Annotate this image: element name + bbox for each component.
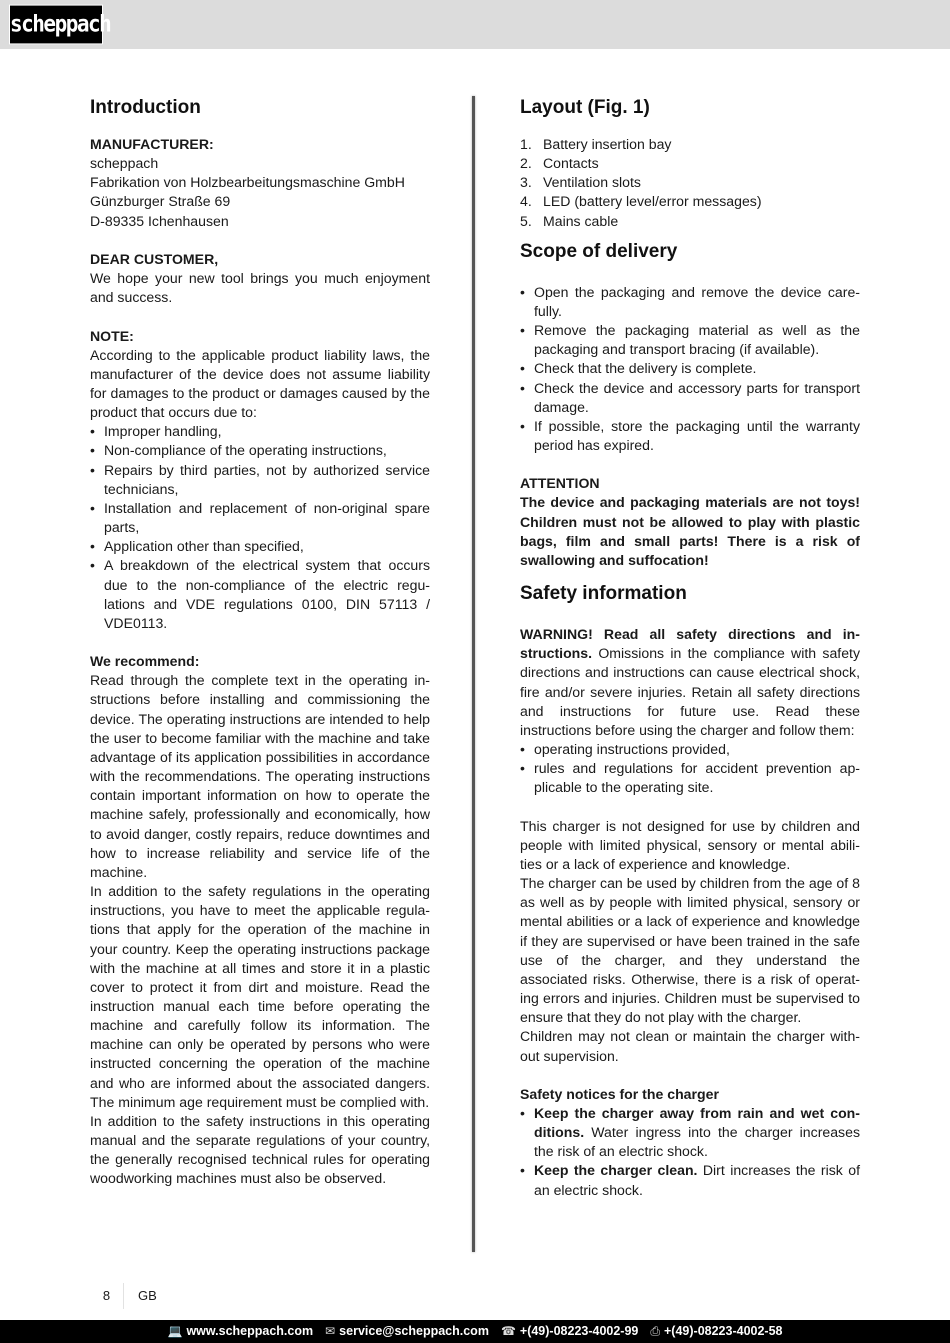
- introduction-heading: Introduction: [90, 97, 201, 118]
- list-item: • Repairs by third parties, not by authorized service technicians,: [90, 461, 430, 499]
- layout-list: [520, 135, 860, 231]
- list-item: 3. Ventilation slots: [520, 174, 641, 191]
- contact-bar: [0, 1320, 950, 1343]
- list-item: 4. LED (battery level/error messages): [520, 193, 762, 210]
- language-code: GB: [138, 1288, 157, 1303]
- list-item: • If possible, store the packaging until the warranty period has expired.: [520, 417, 860, 455]
- page-footer: [90, 1283, 157, 1309]
- phone-icon: ☎: [500, 1324, 516, 1338]
- list-item: • Check the device and accessory parts for transport damage.: [520, 379, 860, 417]
- list-item: • Remove the packaging material as well as the packaging and transport bracing (if available).: [520, 321, 860, 359]
- website-link[interactable]: 💻 www.scheppach.com: [168, 1320, 314, 1343]
- email-icon: ✉: [325, 1324, 336, 1338]
- scope-heading: Scope of delivery: [520, 240, 678, 262]
- phone-number: ☎ +(49)-08223-4002-99: [501, 1320, 638, 1343]
- recommend-label: We recommend:: [90, 653, 200, 670]
- column-divider: [472, 96, 475, 1252]
- header-bar: [0, 0, 950, 49]
- list-item: • rules and regulations for accident prevention applicable to the operating site.: [520, 759, 860, 797]
- recommend-paragraph: In addition to the safety regulations in the operating instructions, you have to meet the applicable regulations that apply for the operation of the machine in your country. Keep the operating instructions package with the machine at all times and store it in a plastic cover to protect it from dirt and moisture. Read the instruction manual each time before operating the machine and carefully follow its information. The machine can only be operated by persons who were instructed concerning the operation of the machine and who are informed about the associated dangers. The minimum age requirement must be complied with.: [90, 883, 430, 1110]
- list-item: • Check that the delivery is complete.: [520, 359, 860, 378]
- fax-number: ⎙ +(49)-08223-4002-58: [650, 1320, 782, 1343]
- list-item: • A breakdown of the electrical system that occurs due to the non-compliance of the electric regulations and VDE regulations 0100, DIN 57113 / VDE0113.: [90, 556, 430, 633]
- scope-list: [520, 283, 860, 455]
- safety-heading: Safety information: [520, 583, 687, 605]
- list-item: • Application other than specified,: [90, 537, 430, 556]
- recommend-paragraph: In addition to the safety instructions in this operating manual and the separate regulations of your country, the generally recognised technical rules for operating woodworking machines must also be observed.: [90, 1112, 430, 1187]
- list-item: • Keep the charger clean. Dirt increases the risk of an electric shock.: [520, 1161, 860, 1199]
- charger-paragraph: The charger can be used by children from the age of 8 as well as by people with limited physical, sensory or mental abilities or a lack of experience and knowledge if they are supervised or have been trained in the safe use of the charger, and they understand the associated risks. Otherwise, there is a risk of operating errors and injuries. Children must be supervised to ensure that they do not play with the charger.: [520, 875, 860, 1026]
- list-item: • Improper handling,: [90, 422, 430, 441]
- dear-customer-label: DEAR CUSTOMER,: [90, 250, 219, 267]
- warning-paragraph: WARNING! Read all safety directions and instructions. Omissions in the compliance with safety directions and instructions can cause electrical shock, fire and/or severe injuries. Retain all safety directions and instructions for future use. Read these instructions before using the charger and follow them:: [520, 626, 860, 738]
- note-list: [90, 422, 430, 633]
- attention-label: ATTENTION: [520, 475, 600, 492]
- note-text: According to the applicable product liability laws, the manufacturer of the device does not assume liability for damages to the product or damages caused by the product that occurs due to:: [90, 346, 430, 421]
- manufacturer-line: scheppach: [90, 155, 159, 172]
- layout-heading: Layout (Fig. 1): [520, 97, 650, 118]
- charger-paragraph: Children may not clean or maintain the charger without supervision.: [520, 1028, 860, 1064]
- fax-icon: ⎙: [650, 1324, 660, 1338]
- list-item: • operating instructions provided,: [520, 740, 860, 759]
- charger-paragraph: This charger is not designed for use by children and people with limited physical, sensory or mental abilities or a lack of experience and knowledge.: [520, 817, 860, 872]
- notices-label: Safety notices for the charger: [520, 1085, 719, 1102]
- recommend-paragraph: Read through the complete text in the operating instructions before installing and commissioning the device. The operating instructions are intended to help the user to become familiar with the machine and take advantage of its application possibilities in accordance with the recommendations. The operating instructions contain important information on how to operate the machine safely, professionally and economically, how to avoid danger, costly repairs, reduce downtimes and how to increase reliability and service life of the machine.: [90, 672, 430, 880]
- manufacturer-line: Fabrikation von Holzbearbeitungsmaschine GmbH: [90, 174, 405, 191]
- manufacturer-line: Günzburger Straße 69: [90, 193, 231, 210]
- list-item: • Keep the charger away from rain and wet conditions. Water ingress into the charger increases the risk of an electric shock.: [520, 1104, 860, 1161]
- list-item: • Open the packaging and remove the device carefully.: [520, 283, 860, 321]
- warning-list: [520, 740, 860, 797]
- page-number: 8: [102, 1288, 111, 1303]
- scheppach-logo: scheppach: [9, 5, 103, 45]
- computer-icon: 💻: [167, 1324, 183, 1338]
- manufacturer-line: D-89335 Ichenhausen: [90, 212, 229, 229]
- list-item: • Non-compliance of the operating instructions,: [90, 441, 430, 460]
- list-item: • Installation and replacement of non-original spare parts,: [90, 499, 430, 537]
- right-column: [520, 95, 860, 1200]
- notices-list: [520, 1104, 860, 1200]
- dear-customer-text: We hope your new tool brings you much enjoyment and success.: [90, 270, 430, 306]
- note-label: NOTE:: [90, 327, 134, 344]
- list-item: 2. Contacts: [520, 155, 599, 172]
- list-item: 1. Battery insertion bay: [520, 136, 672, 152]
- left-column: [90, 95, 430, 1189]
- email-link[interactable]: ✉ service@scheppach.com: [325, 1320, 489, 1343]
- list-item: 5. Mains cable: [520, 212, 619, 229]
- manufacturer-label: MANUFACTURER:: [90, 136, 214, 152]
- attention-text: The device and packaging materials are not toys! Children must not be allowed to play with plastic bags, film and small parts! There is a risk of swallowing and suffocation!: [520, 494, 860, 568]
